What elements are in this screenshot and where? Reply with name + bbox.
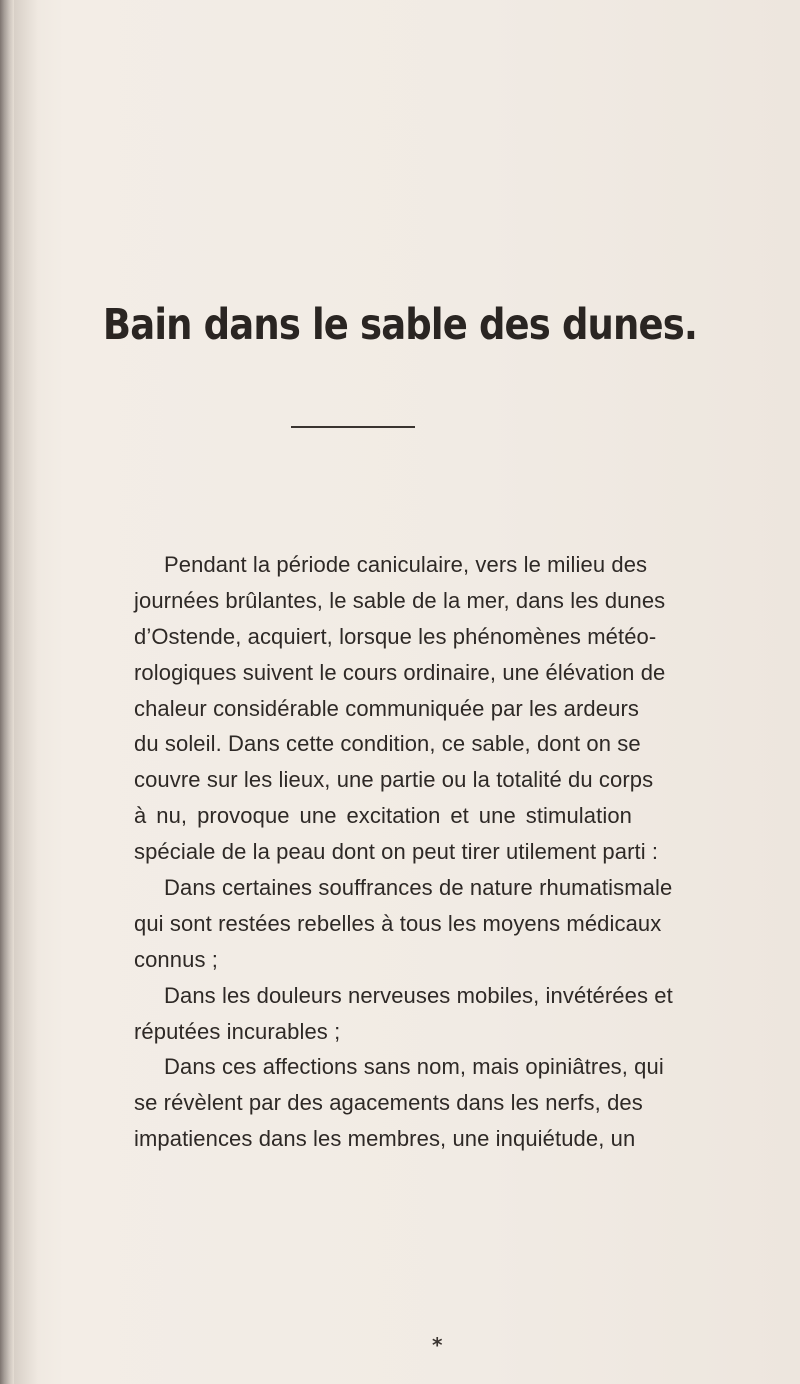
text-line: Pendant la période caniculaire, vers le milieu des — [164, 552, 648, 577]
signature-mark: * — [432, 1333, 443, 1357]
text-line: du soleil. Dans cette condition, ce sable, dont on se — [134, 731, 641, 757]
text-line: connus ; — [134, 946, 218, 972]
text-line: Dans les douleurs nerveuses mobiles, invétérées et — [164, 982, 673, 1008]
text-line: Dans certaines souffrances de nature rhumatismale — [164, 875, 673, 901]
text-line: d’Ostende, acquiert, lorsque les phénomènes météo- — [134, 623, 657, 649]
text-line: réputées incurables ; — [134, 1018, 341, 1044]
section-title: Bain dans le sable des dunes. — [102, 300, 698, 350]
text-line: à nu, provoque une excitation et une stimulation — [134, 803, 632, 829]
text-line: se révèlent par des agacements dans les nerfs, des — [134, 1090, 643, 1116]
page-gutter — [0, 0, 14, 1384]
text-line: chaleur considérable communiquée par les ardeurs — [134, 695, 639, 721]
title-divider — [291, 426, 415, 428]
text-line: rologiques suivent le cours ordinaire, une élévation de — [134, 659, 666, 685]
text-line: qui sont restées rebelles à tous les moyens médicaux — [134, 910, 662, 936]
text-line: journées brûlantes, le sable de la mer, dans les dunes — [134, 587, 666, 613]
text-line: Dans ces affections sans nom, mais opiniâtres, qui — [164, 1054, 664, 1080]
gutter-shadow — [14, 0, 38, 1384]
text-line: impatiences dans les membres, une inquiétude, un — [134, 1126, 636, 1152]
body-text — [134, 547, 673, 1157]
text-line: couvre sur les lieux, une partie ou la totalité du corps — [134, 767, 654, 793]
text-line: spéciale de la peau dont on peut tirer utilement parti : — [134, 839, 659, 865]
